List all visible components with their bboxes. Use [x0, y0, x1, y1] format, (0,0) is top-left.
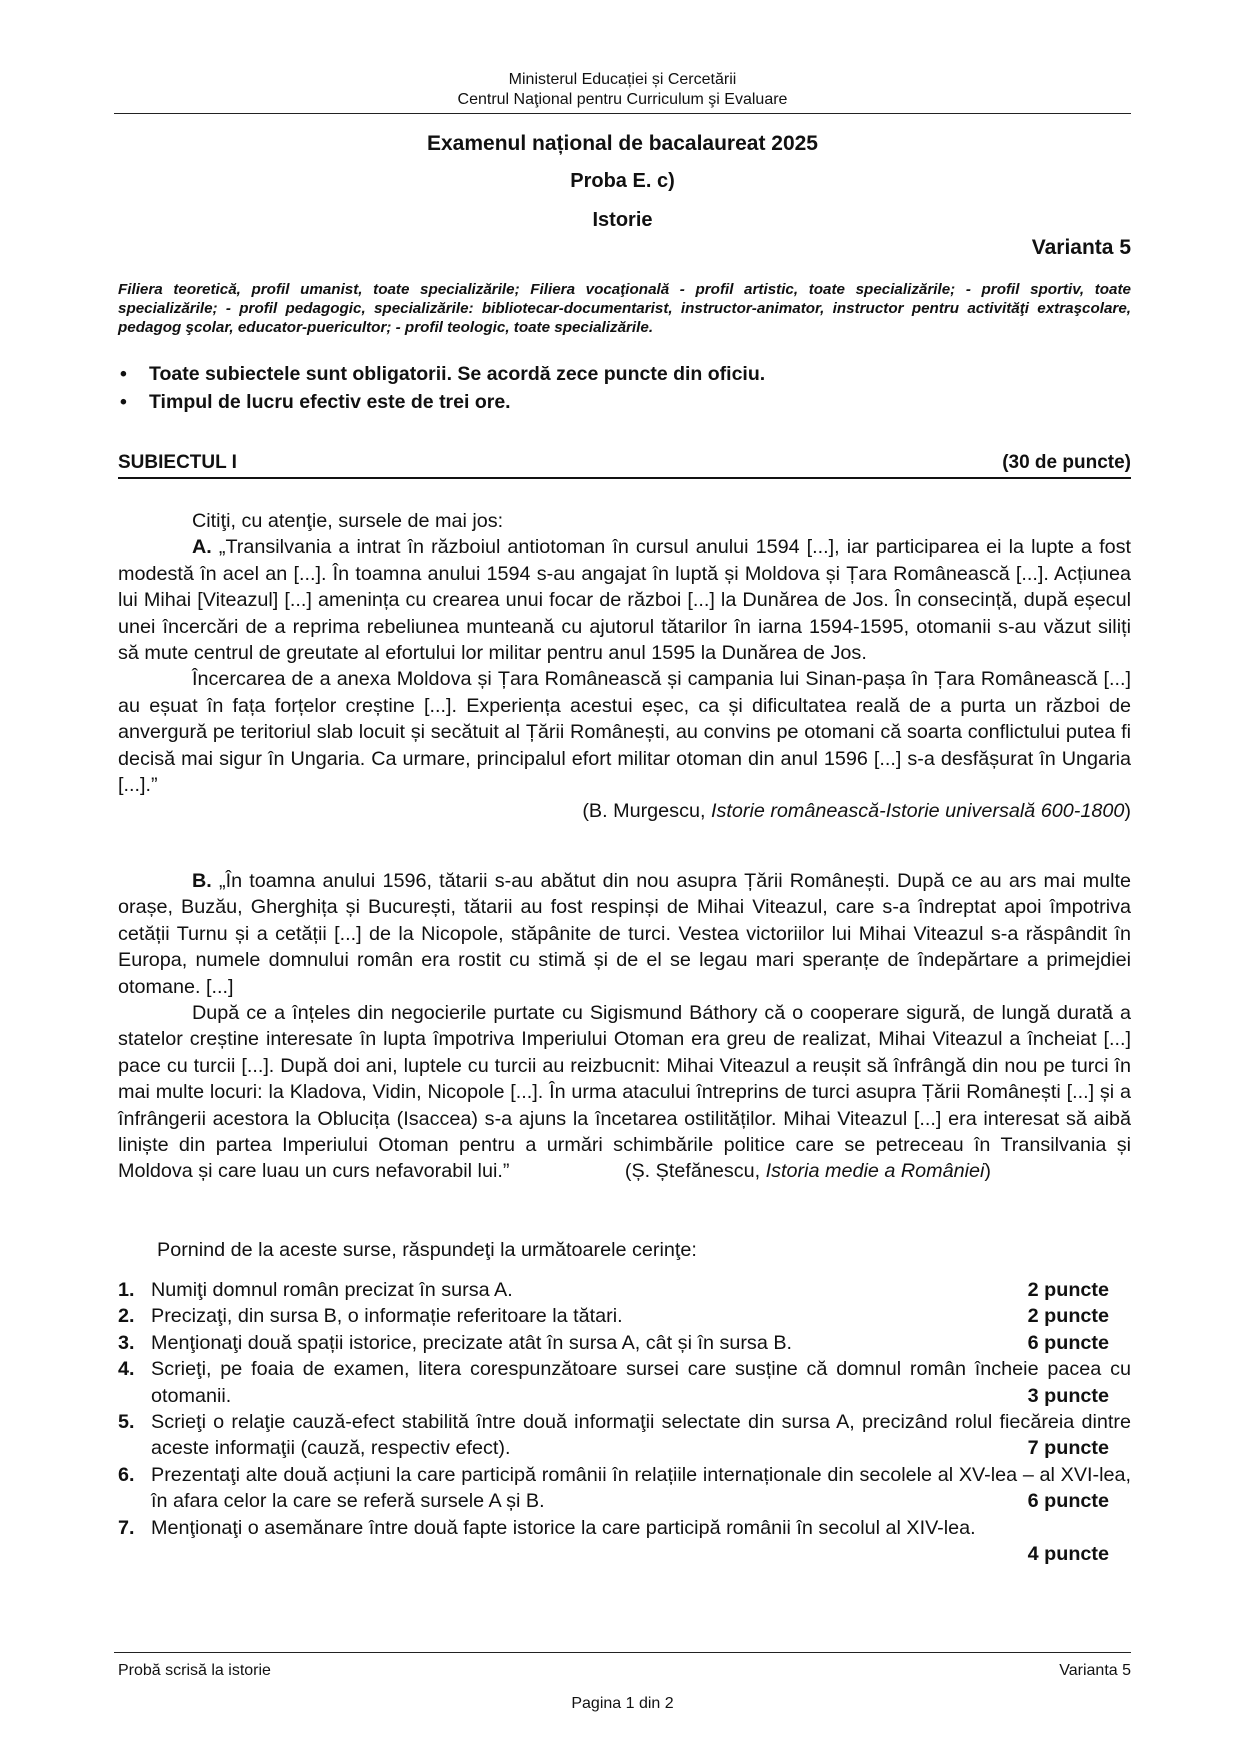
question-item: 7. Menţionaţi o asemănare între două fapte istorice la care participă românii în secolul al XIV-lea. 4 puncte — [118, 1515, 1131, 1568]
question-item: 1. 2 puncte Numiţi domnul român precizat în sursa A. — [118, 1277, 1131, 1303]
question-item: 2. 2 puncte Precizaţi, din sursa B, o informație referitoare la tătari. — [118, 1303, 1131, 1329]
section-heading — [118, 452, 1131, 479]
page-number: Pagina 1 din 2 — [571, 1695, 674, 1712]
source-b — [118, 868, 1131, 1185]
footer-variant: Varianta 5 — [1059, 1662, 1131, 1679]
footer-exam-label: Probă scrisă la istorie — [118, 1662, 271, 1679]
header-divider — [114, 113, 1131, 114]
source-b-paragraph-2: După ce a înțeles din negocierile purtate cu Sigismund Báthory că o cooperare sigură, de lungă durată a statelor creștine interesate în lupta împotriva Imperiului Otoman era greu de realizat, Mihai Viteazul a încheiat [...] pace cu turcii [...]. După doi ani, luptele cu turcii au reizbucnit: Mihai Viteazul a reușit să înfrângă din nou pe turci în mai multe locuri: la Kladova, Vidin, Nicopole [...]. În urma atacului întreprins de turci asupra Țării Românești [...] și a înfrângerii acestora la Oblucița (Isaccea) s-a ajuns la încetarea ostilităților. Mihai Viteazul [...] era interesat să aibă liniște din partea Imperiului Otoman pentru a urmări schimbările politice care se petreceau în Transilvania și Moldova și care luau un curs nefavorabil lui.” (Ș. Ștefănescu, Istoria medie a României) — [118, 1002, 1131, 1183]
page-header — [114, 70, 1131, 110]
question-item: 5. Scrieţi o relaţie cauză-efect stabilită între două informaţii selectate din sursa A, precizând rolul fiecăreia dintre aceste informaţii (cauză, respectiv efect). 7 puncte — [118, 1409, 1131, 1462]
question-points: 7 puncte — [1027, 1437, 1109, 1460]
source-a-letter: A. — [192, 536, 212, 559]
source-b-citation: (Ș. Ștefănescu, Istoria medie a României) — [624, 1160, 991, 1183]
section-points: (30 de puncte) — [1002, 452, 1131, 473]
exam-rules — [118, 360, 1131, 416]
question-item: 6. Prezentaţi alte două acțiuni la care participă românii în relațiile internaționale din secolele al XV-lea – al XVI-lea, în afara celor la care se referă sursele A și B. 6 puncte — [118, 1462, 1131, 1515]
question-item: 4. Scrieţi, pe foaia de examen, litera corespunzătoare sursei care susține că domnul român încheie pacea cu otomanii. 3 puncte — [118, 1356, 1131, 1409]
exam-title: Examenul național de bacalaureat 2025 — [426, 132, 818, 155]
question-points: 4 puncte — [1027, 1543, 1109, 1566]
question-points: 6 puncte — [1027, 1490, 1109, 1513]
source-a-paragraph-1: A. „Transilvania a intrat în războiul antiotoman în cursul anului 1594 [...], iar participarea ei la lupte a fost modestă în acel an [...]. În toamna anului 1594 s-au angajat în luptă și Moldova și Țara Românească [...]. Acțiunea lui Mihai [Viteazul] [...] amenința cu crearea unui focar de război [...] la Dunărea de Jos. În consecință, după eșecul unei încercări de a reprima rebeliunea munteană cu ajutorul tătarilor în iarna 1594-1595, otomanii s-au văzut siliți să mute centrul de greutate al efortului lor militar pentru anul 1595 la Dunărea de Jos. — [118, 536, 1131, 665]
question-points: 2 puncte — [1027, 1279, 1109, 1301]
question-points: 6 puncte — [1027, 1331, 1109, 1354]
questions-intro: Pornind de la aceste surse, răspundeţi la următoarele cerinţe: — [157, 1239, 697, 1261]
rule-item: • Timpul de lucru efectiv este de trei ore. — [118, 388, 1131, 416]
proba-label: Proba E. c) — [570, 170, 675, 192]
subject-title: Istorie — [592, 209, 653, 231]
section-label: SUBIECTUL I — [118, 452, 237, 473]
question-item: 3. 6 puncte Menţionaţi două spații istorice, precizate atât în sursa A, cât și în sursa B. — [118, 1330, 1131, 1356]
footer-divider — [114, 1652, 1131, 1653]
question-points: 2 puncte — [1027, 1305, 1109, 1328]
source-a-citation: (B. Murgescu, Istorie românească-Istorie universală 600-1800) — [582, 800, 1131, 823]
question-points: 3 puncte — [1027, 1384, 1109, 1407]
rule-item: • Toate subiectele sunt obligatorii. Se acordă zece puncte din oficiu. — [118, 360, 1131, 388]
source-b-paragraph-1: B. „În toamna anului 1596, tătarii s-au abătut din nou asupra Țării Românești. După ce au ars mai multe orașe, Buzău, Gherghița și București, tătarii au fost respinși de Mihai Viteazul, care s-a îndreptat apoi împotriva cetății Turnu și a cetății [...] de la Nicopole, stăpânite de turci. Vestea victoriilor lui Mihai Viteazul s-a răspândit în Europa, numele domnului român era rostit cu stimă și de el se legau mari speranțe de îndepărtare a primejdiei otomane. [...] — [118, 870, 1131, 998]
source-b-letter: B. — [192, 870, 212, 892]
source-a — [118, 508, 1131, 825]
center-name: Centrul Naţional pentru Curriculum şi Evaluare — [457, 91, 788, 108]
ministry-name: Ministerul Educației și Cercetării — [508, 71, 737, 88]
instruction: Citiţi, cu atenţie, sursele de mai jos: — [192, 510, 504, 532]
filiera-description: Filiera teoretică, profil umanist, toate specializările; Filiera vocaţională - profil artistic, toate specializările; - profil sportiv, toate specializările; - profil pedagogic, specializările: bibliotecar-documentarist, instructor-animator, instructor pentru activităţi extraşcolare, pedagog şcolar, educator-puericultor; - profil teologic, toate specializările. — [118, 281, 1131, 336]
questions-list — [118, 1277, 1131, 1568]
variant-label: Varianta 5 — [1031, 236, 1131, 259]
source-a-paragraph-2: Încercarea de a anexa Moldova și Țara Românească și campania lui Sinan-pașa în Țara Românească [...] au eșuat în fața forțelor creștine [...]. Experiența acestui eșec, ca și dificultatea reală de a purta un război de anvergură pe teritoriul slab locuit și secătuit al Țării Românești, au convins pe otomani că soarta conflictului putea fi decisă mai sigur în Ungaria. Ca urmare, principalul efort militar otoman din anul 1596 [...] s-a desfășurat în Ungaria [...].” — [118, 668, 1131, 797]
